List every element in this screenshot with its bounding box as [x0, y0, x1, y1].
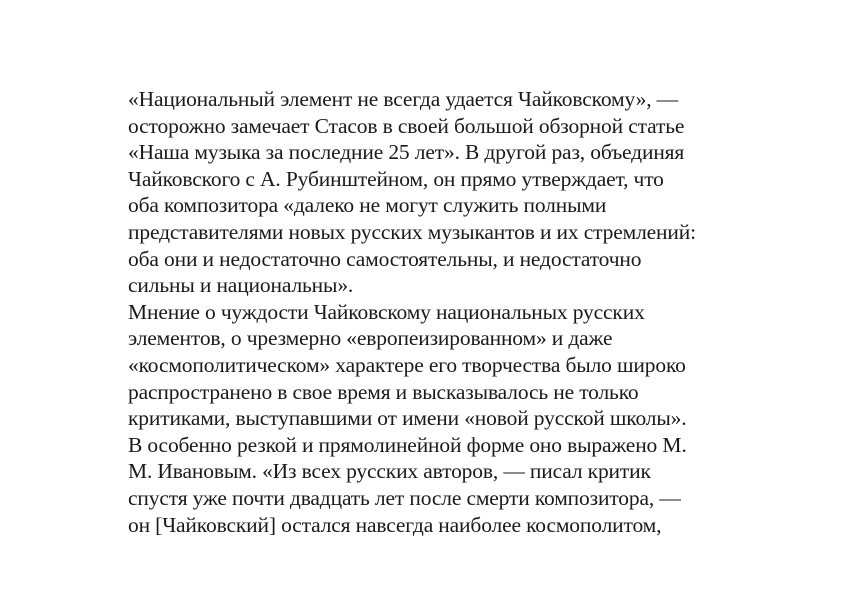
text-line: Чайковского с А. Рубинштейном, он прямо утверждает, что	[128, 166, 664, 191]
text-line: он [Чайковский] остался навсегда наиболее космополитом,	[128, 512, 662, 537]
text-line: «Наша музыка за последние 25 лет». В другой раз, объединяя	[128, 140, 685, 165]
text-line: оба они и недостаточно самостоятельны, и недостаточно	[128, 246, 642, 271]
body-text	[128, 86, 728, 538]
text-line: сильны и национальны».	[128, 273, 354, 298]
text-line: Мнение о чуждости Чайковскому национальных русских	[128, 299, 645, 324]
text-line: критиками, выступавшими от имени «новой русской школы».	[128, 406, 687, 431]
text-line: оба композитора «далеко не могут служить полными	[128, 193, 607, 218]
text-line: «Национальный элемент не всегда удается Чайковскому», —	[128, 87, 679, 111]
text-line: В особенно резкой и прямолинейной форме оно выражено М.	[128, 432, 687, 457]
text-line: спустя уже почти двадцать лет после смерти композитора, —	[128, 485, 681, 510]
text-line: «космополитическом» характере его творчества было широко	[128, 352, 686, 377]
text-line: распространено в свое время и высказывалось не только	[128, 379, 639, 404]
text-line: элементов, о чрезмерно «европеизированном» и даже	[128, 326, 613, 351]
text-line: осторожно замечает Стасов в своей большой обзорной статье	[128, 113, 685, 138]
text-line: представителями новых русских музыкантов и их стремлений:	[128, 219, 696, 244]
text-line: М. Ивановым. «Из всех русских авторов, — писал критик	[128, 459, 651, 484]
